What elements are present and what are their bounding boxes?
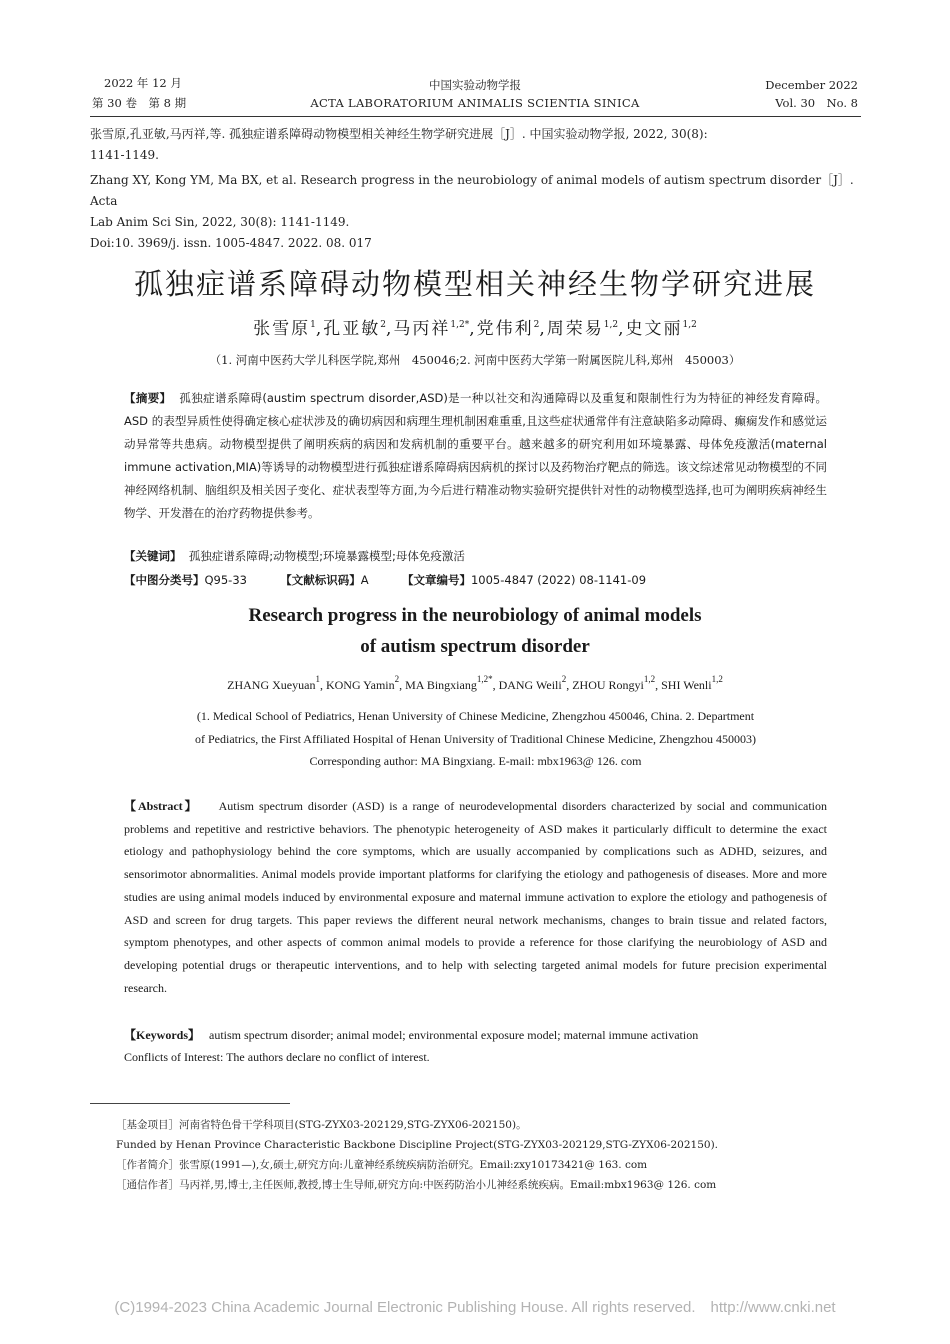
footnote-corresponding bbox=[116, 1175, 861, 1195]
keywords-cn-text: 孤独症谱系障碍;动物模型;环境暴露模型;母体免疫激活 bbox=[188, 549, 465, 563]
article-number-label: 【文章编号】 bbox=[401, 573, 471, 587]
copyright-line: (C)1994-2023 China Academic Journal Electronic Publishing House. All rights reserved. http://www.cnki.net bbox=[114, 1299, 836, 1316]
header-rule bbox=[90, 116, 861, 117]
keywords-en-text: autism spectrum disorder; animal model; environmental exposure model; maternal immune activation bbox=[209, 1028, 699, 1042]
abstract-cn-text: 孤独症谱系障碍(austim spectrum disorder,ASD)是一种以社交和沟通障碍以及重复和限制性行为为特征的神经发育障碍。ASD 的表型异质性使得确定核心症状涉及的确切病因和病理生理机制困难重重,且这些症状通常伴有注意缺陷多动障碍、癫痫发作和感觉运动异常等共患病。动物模型提供了阐明疾病的病因和发病机制的重要平台。越来越多的研究利用如环境暴露、母体免疫激活(maternal immune activation,MIA)等诱导的动物模型进行孤独症谱系障碍病因病机的探讨以及药物治疗靶点的筛选。该文综述常见动物模型的不同神经网络机制、脑组织及相关因子变化、症状表型等方面,为今后进行精准动物实验研究提供针对性的动物模型选择,也可为阐明疾病神经生物学、开发潜在的治疗药物提供参考。 bbox=[124, 391, 828, 520]
author-en-affiliation-mark: 2 bbox=[561, 674, 567, 684]
abstract-en-label: 【Abstract】 bbox=[124, 799, 199, 813]
clc-label: 【中图分类号】 bbox=[124, 573, 205, 587]
abstract-en-text: Autism spectrum disorder (ASD) is a range of neurodevelopmental disorders characterized by social and communication problems and repetitive and restrictive behaviors. The phenotypic heterogeneity of ASD makes it particularly difficult to determine the exact etiology and pathophysiology behind the core symptoms, which are usually accompanied by complications such as ADHD, seizures, and sensorimotor abnormalities. Animal models provide important platforms for clarifying the etiology and pathogenesis of diseases. More and more studies are using animal models induced by environmental exposure and maternal immune activation to explore the etiology and pathogenesis of ASD and screen for drug targets. This paper reviews the different neural network mechanisms, changes to brain tissue and related factors, symptom phenotypes, and other aspects of common animal models to provide a reference for those clarifying the neurobiology of ASD and developing potential drugs or therapeutic interventions, and to help with selecting targeted animal models for future precision experimental research. bbox=[124, 799, 828, 995]
corresponding-author-en: Corresponding author: MA Bingxiang. E-mail: mbx1963@ 126. com bbox=[309, 754, 642, 768]
doc-code-value: A bbox=[360, 573, 369, 587]
affiliation-en-line1: (1. Medical School of Pediatrics, Henan University of Chinese Medicine, Zhengzhou 450046, China. 2. Department bbox=[196, 709, 755, 723]
author-en-affiliation-mark: 1 bbox=[315, 674, 320, 684]
citation-en-line2: Lab Anim Sci Sin, 2022, 30(8): 1141-1149. bbox=[90, 215, 350, 229]
author-en-affiliation-mark: 1,2* bbox=[476, 674, 493, 684]
conflicts-of-interest: Conflicts of Interest: The authors declare no conflict of interest. bbox=[124, 1050, 430, 1064]
page-title-en-line1: Research progress in the neurobiology of animal models bbox=[248, 605, 702, 626]
author-en-separator: , bbox=[319, 678, 326, 692]
author-cn-affiliation-mark: 2 bbox=[380, 320, 387, 330]
author-bio-label: ［作者简介］ bbox=[116, 1159, 179, 1171]
author-en-name: ZHOU Rongyi bbox=[572, 678, 644, 692]
abstract-en bbox=[124, 795, 827, 999]
citation-block bbox=[90, 124, 862, 254]
corresponding-label: ［通信作者］ bbox=[116, 1179, 179, 1191]
affiliation-en bbox=[124, 705, 827, 773]
corresponding-text: 马丙祥,男,博士,主任医师,教授,博士生导师,研究方向:中医药防治小儿神经系统疾病。Email:mbx1963@ 126. com bbox=[179, 1179, 717, 1191]
header-date-en: December 2022 bbox=[765, 78, 858, 92]
fund-text: 河南省特色骨干学科项目(STG-ZYX03-202129,STG-ZYX06-202150)。 bbox=[179, 1119, 527, 1131]
journal-name-en: ACTA LABORATORIUM ANIMALIS SCIENTIA SINICA bbox=[310, 96, 640, 110]
abstract-cn bbox=[124, 387, 827, 525]
footnote-rule bbox=[90, 1103, 290, 1104]
author-cn-separator: , bbox=[469, 319, 477, 339]
fund-label: ［基金项目］ bbox=[116, 1119, 179, 1131]
author-cn-separator: , bbox=[618, 319, 626, 339]
header-date: 2022 年 12 月 bbox=[104, 76, 182, 90]
citation-cn-line1: 张雪原,孔亚敏,马丙祥,等. 孤独症谱系障碍动物模型相关神经生物学研究进展［J］. 中国实验动物学报, 2022, 30(8): bbox=[90, 127, 708, 141]
author-cn-separator: , bbox=[539, 319, 547, 339]
author-cn-name: 党伟利 bbox=[476, 319, 534, 339]
clc-value: Q95-33 bbox=[204, 573, 247, 587]
author-cn-name: 孔亚敏 bbox=[323, 319, 381, 339]
abstract-cn-label: 【摘要】 bbox=[124, 391, 172, 405]
author-cn-affiliation-mark: 1 bbox=[310, 320, 316, 330]
footnotes bbox=[116, 1115, 861, 1195]
author-en-name: SHI Wenli bbox=[661, 678, 712, 692]
author-en-name: KONG Yamin bbox=[325, 678, 395, 692]
author-en-separator: , bbox=[492, 678, 499, 692]
author-en-name: ZHANG Xueyuan bbox=[227, 678, 316, 692]
affiliation-cn: （1. 河南中医药大学儿科医学院,郑州 450046;2. 河南中医药大学第一附属医院儿科,郑州 450003） bbox=[209, 353, 741, 367]
journal-name-cn: 中国实验动物学报 bbox=[429, 78, 521, 92]
page-title-en-line2: of autism spectrum disorder bbox=[360, 636, 590, 657]
footnote-fund-en: Funded by Henan Province Characteristic Backbone Discipline Project(STG-ZYX03-202129,STG-ZYX06-202150). bbox=[116, 1139, 719, 1151]
author-en-affiliation-mark: 1,2 bbox=[711, 674, 723, 684]
author-cn-name: 周荣易 bbox=[546, 319, 604, 339]
author-en-separator: , bbox=[566, 678, 573, 692]
citation-en-line1: Zhang XY, Kong YM, Ma BX, et al. Research progress in the neurobiology of animal models of autism spectrum disorder［J］. Acta bbox=[90, 173, 854, 208]
author-cn-name: 张雪原 bbox=[253, 319, 311, 339]
article-number-value: 1005-4847 (2022) 08-1141-09 bbox=[470, 573, 647, 587]
authors-en bbox=[0, 674, 950, 693]
keywords-cn-label: 【关键词】 bbox=[124, 549, 182, 563]
citation-cn-line2: 1141-1149. bbox=[90, 148, 159, 162]
author-cn-name: 马丙祥 bbox=[393, 319, 451, 339]
header-volume-en: Vol. 30 No. 8 bbox=[775, 96, 858, 110]
author-en-name: DANG Weili bbox=[498, 678, 562, 692]
author-cn-affiliation-mark: 1,2 bbox=[682, 320, 697, 330]
page-title-en bbox=[0, 600, 950, 662]
author-en-affiliation-mark: 1,2 bbox=[643, 674, 656, 684]
footnote-fund bbox=[116, 1115, 861, 1135]
author-cn-affiliation-mark: 1,2* bbox=[450, 320, 470, 330]
keywords-cn bbox=[124, 548, 827, 564]
classification-line bbox=[124, 572, 827, 588]
header-volume: 第 30 卷 第 8 期 bbox=[92, 96, 187, 110]
author-en-separator: , bbox=[399, 678, 406, 692]
author-en-affiliation-mark: 2 bbox=[394, 674, 400, 684]
doi: Doi:10. 3969/j. issn. 1005-4847. 2022. 08. 017 bbox=[90, 236, 372, 250]
author-cn-separator: , bbox=[386, 319, 394, 339]
keywords-en-block bbox=[124, 1024, 827, 1068]
keywords-en bbox=[124, 1024, 827, 1046]
author-cn-affiliation-mark: 2 bbox=[533, 320, 540, 330]
authors-cn bbox=[0, 314, 950, 339]
author-en-name: MA Bingxiang bbox=[405, 678, 477, 692]
author-cn-name: 史文丽 bbox=[625, 319, 683, 339]
footnote-author bbox=[116, 1155, 861, 1175]
keywords-en-label: 【Keywords】 bbox=[124, 1028, 200, 1042]
doc-code-label: 【文献标识码】 bbox=[280, 573, 361, 587]
author-en-separator: , bbox=[655, 678, 662, 692]
author-cn-separator: , bbox=[315, 319, 324, 339]
affiliation-en-line2: of Pediatrics, the First Affiliated Hospital of Henan University of Traditional Chinese Medicine, Zhengzhou 450003) bbox=[194, 731, 757, 746]
author-cn-affiliation-mark: 1,2 bbox=[603, 320, 619, 330]
page-title-cn: 孤独症谱系障碍动物模型相关神经生物学研究进展 bbox=[133, 267, 816, 301]
author-bio-text: 张雪原(1991—),女,硕士,研究方向:儿童神经系统疾病防治研究。Email:zxy10173421@ 163. com bbox=[179, 1159, 648, 1171]
